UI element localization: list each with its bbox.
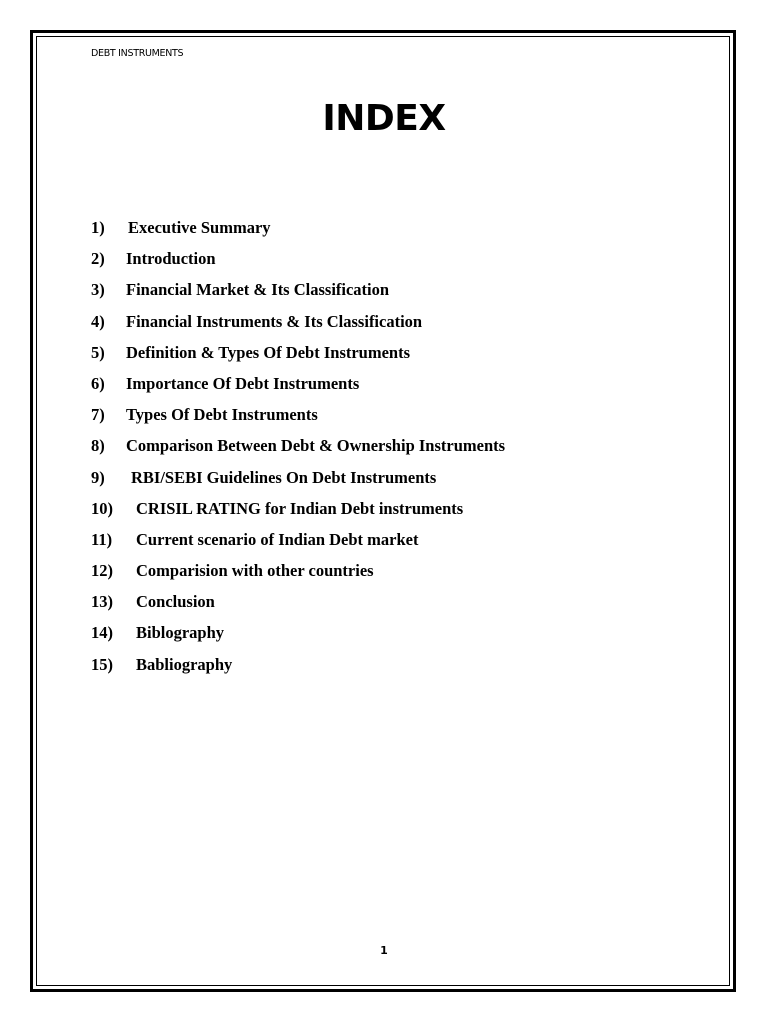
toc-item	[91, 466, 505, 497]
toc-item-title: Importance Of Debt Instruments	[126, 373, 360, 393]
toc-item-title: Biblography	[136, 623, 225, 643]
toc-item-number: 9)	[91, 467, 105, 487]
toc-item-title: Introduction	[126, 249, 216, 269]
toc-item-title: Executive Summary	[128, 218, 271, 237]
toc-item-title: Comparision with other countries	[136, 561, 374, 581]
toc-item-title: Conclusion	[136, 592, 215, 612]
toc-item	[91, 528, 505, 559]
toc-item-title: Financial Market & Its Classification	[126, 280, 390, 300]
toc-item	[91, 341, 505, 372]
toc-item-number: 7)	[91, 405, 105, 425]
toc-item-number: 1)	[91, 218, 105, 237]
toc-item	[91, 590, 505, 621]
toc-item-number: 6)	[91, 373, 105, 393]
page-number: 1	[380, 944, 388, 957]
toc-item	[91, 559, 505, 590]
toc-item-number: 2)	[91, 249, 105, 269]
toc-item	[91, 403, 505, 434]
toc-item-title: Babliography	[136, 654, 233, 674]
toc-item-number: 15)	[91, 654, 113, 674]
toc-item-number: 12)	[91, 561, 113, 581]
toc-item	[91, 434, 505, 465]
toc-item	[91, 497, 505, 528]
toc-item	[91, 372, 505, 403]
toc-item-number: 4)	[91, 311, 105, 331]
toc-item-number: 5)	[91, 342, 105, 362]
toc-item-number: 13)	[91, 592, 113, 612]
toc-item-title: Financial Instruments & Its Classification	[126, 311, 423, 331]
toc-item-title: Definition & Types Of Debt Instruments	[126, 342, 411, 362]
toc-item	[91, 216, 505, 247]
toc-item-number: 3)	[91, 280, 105, 300]
toc-item-title: Comparison Between Debt & Ownership Instruments	[126, 436, 506, 456]
toc-item	[91, 278, 505, 309]
toc-item	[91, 621, 505, 652]
toc-item	[91, 247, 505, 278]
table-of-contents	[91, 216, 505, 684]
toc-item-title: Current scenario of Indian Debt market	[136, 529, 419, 549]
toc-item-number: 14)	[91, 623, 113, 643]
toc-item	[91, 653, 505, 684]
toc-item-number: 11)	[91, 529, 113, 549]
toc-item-number: 10)	[91, 498, 113, 518]
toc-item-number: 8)	[91, 436, 105, 456]
toc-item	[91, 310, 505, 341]
running-header: DEBT INSTRUMENTS	[91, 48, 184, 59]
toc-item-title: CRISIL RATING for Indian Debt instruments	[136, 498, 464, 518]
toc-item-title: Types Of Debt Instruments	[126, 405, 318, 425]
toc-item-title: RBI/SEBI Guidelines On Debt Instruments	[131, 467, 437, 487]
page-title: INDEX	[322, 98, 446, 139]
